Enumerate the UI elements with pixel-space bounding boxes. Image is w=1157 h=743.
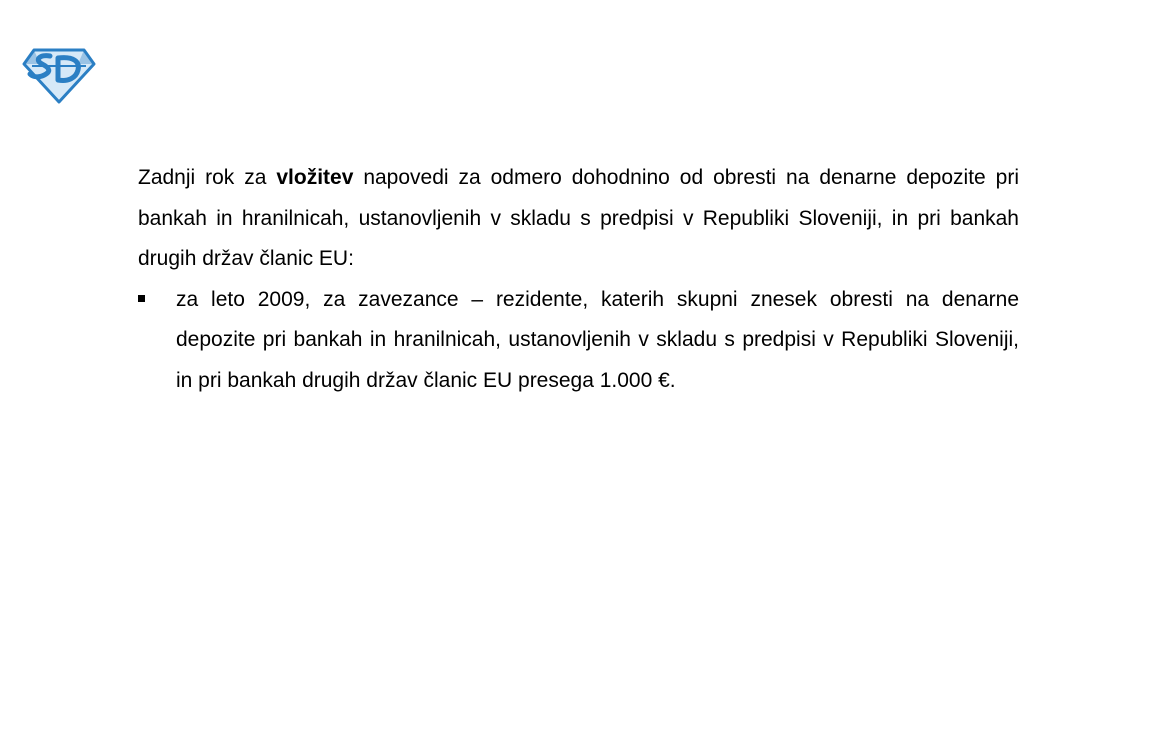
sd-shield-logo-icon (22, 46, 96, 104)
square-bullet-icon (138, 295, 145, 302)
intro-paragraph (138, 158, 1019, 280)
intro-text-end: napovedi za odmero dohodnino od obresti na denarne depozite pri bankah in hranilnicah, ustanovljenih v skladu s predpisi v Republiki Sloveniji, in pri bankah drugih držav članic EU: (138, 166, 1019, 270)
bullet-list (138, 280, 1019, 402)
bullet-text: za leto 2009, za zavezance – rezidente, katerih skupni znesek obresti na denarne depozite pri bankah in hranilnicah, ustanovljenih v skladu s predpisi v Republiki Sloveniji, in pri bankah drugih držav članic EU presega 1.000 €. (176, 287, 1019, 392)
document-body (138, 158, 1019, 401)
intro-bold-term: vložitev (276, 166, 354, 189)
intro-text-start: Zadnji rok za (138, 166, 277, 189)
list-item (138, 280, 1019, 402)
